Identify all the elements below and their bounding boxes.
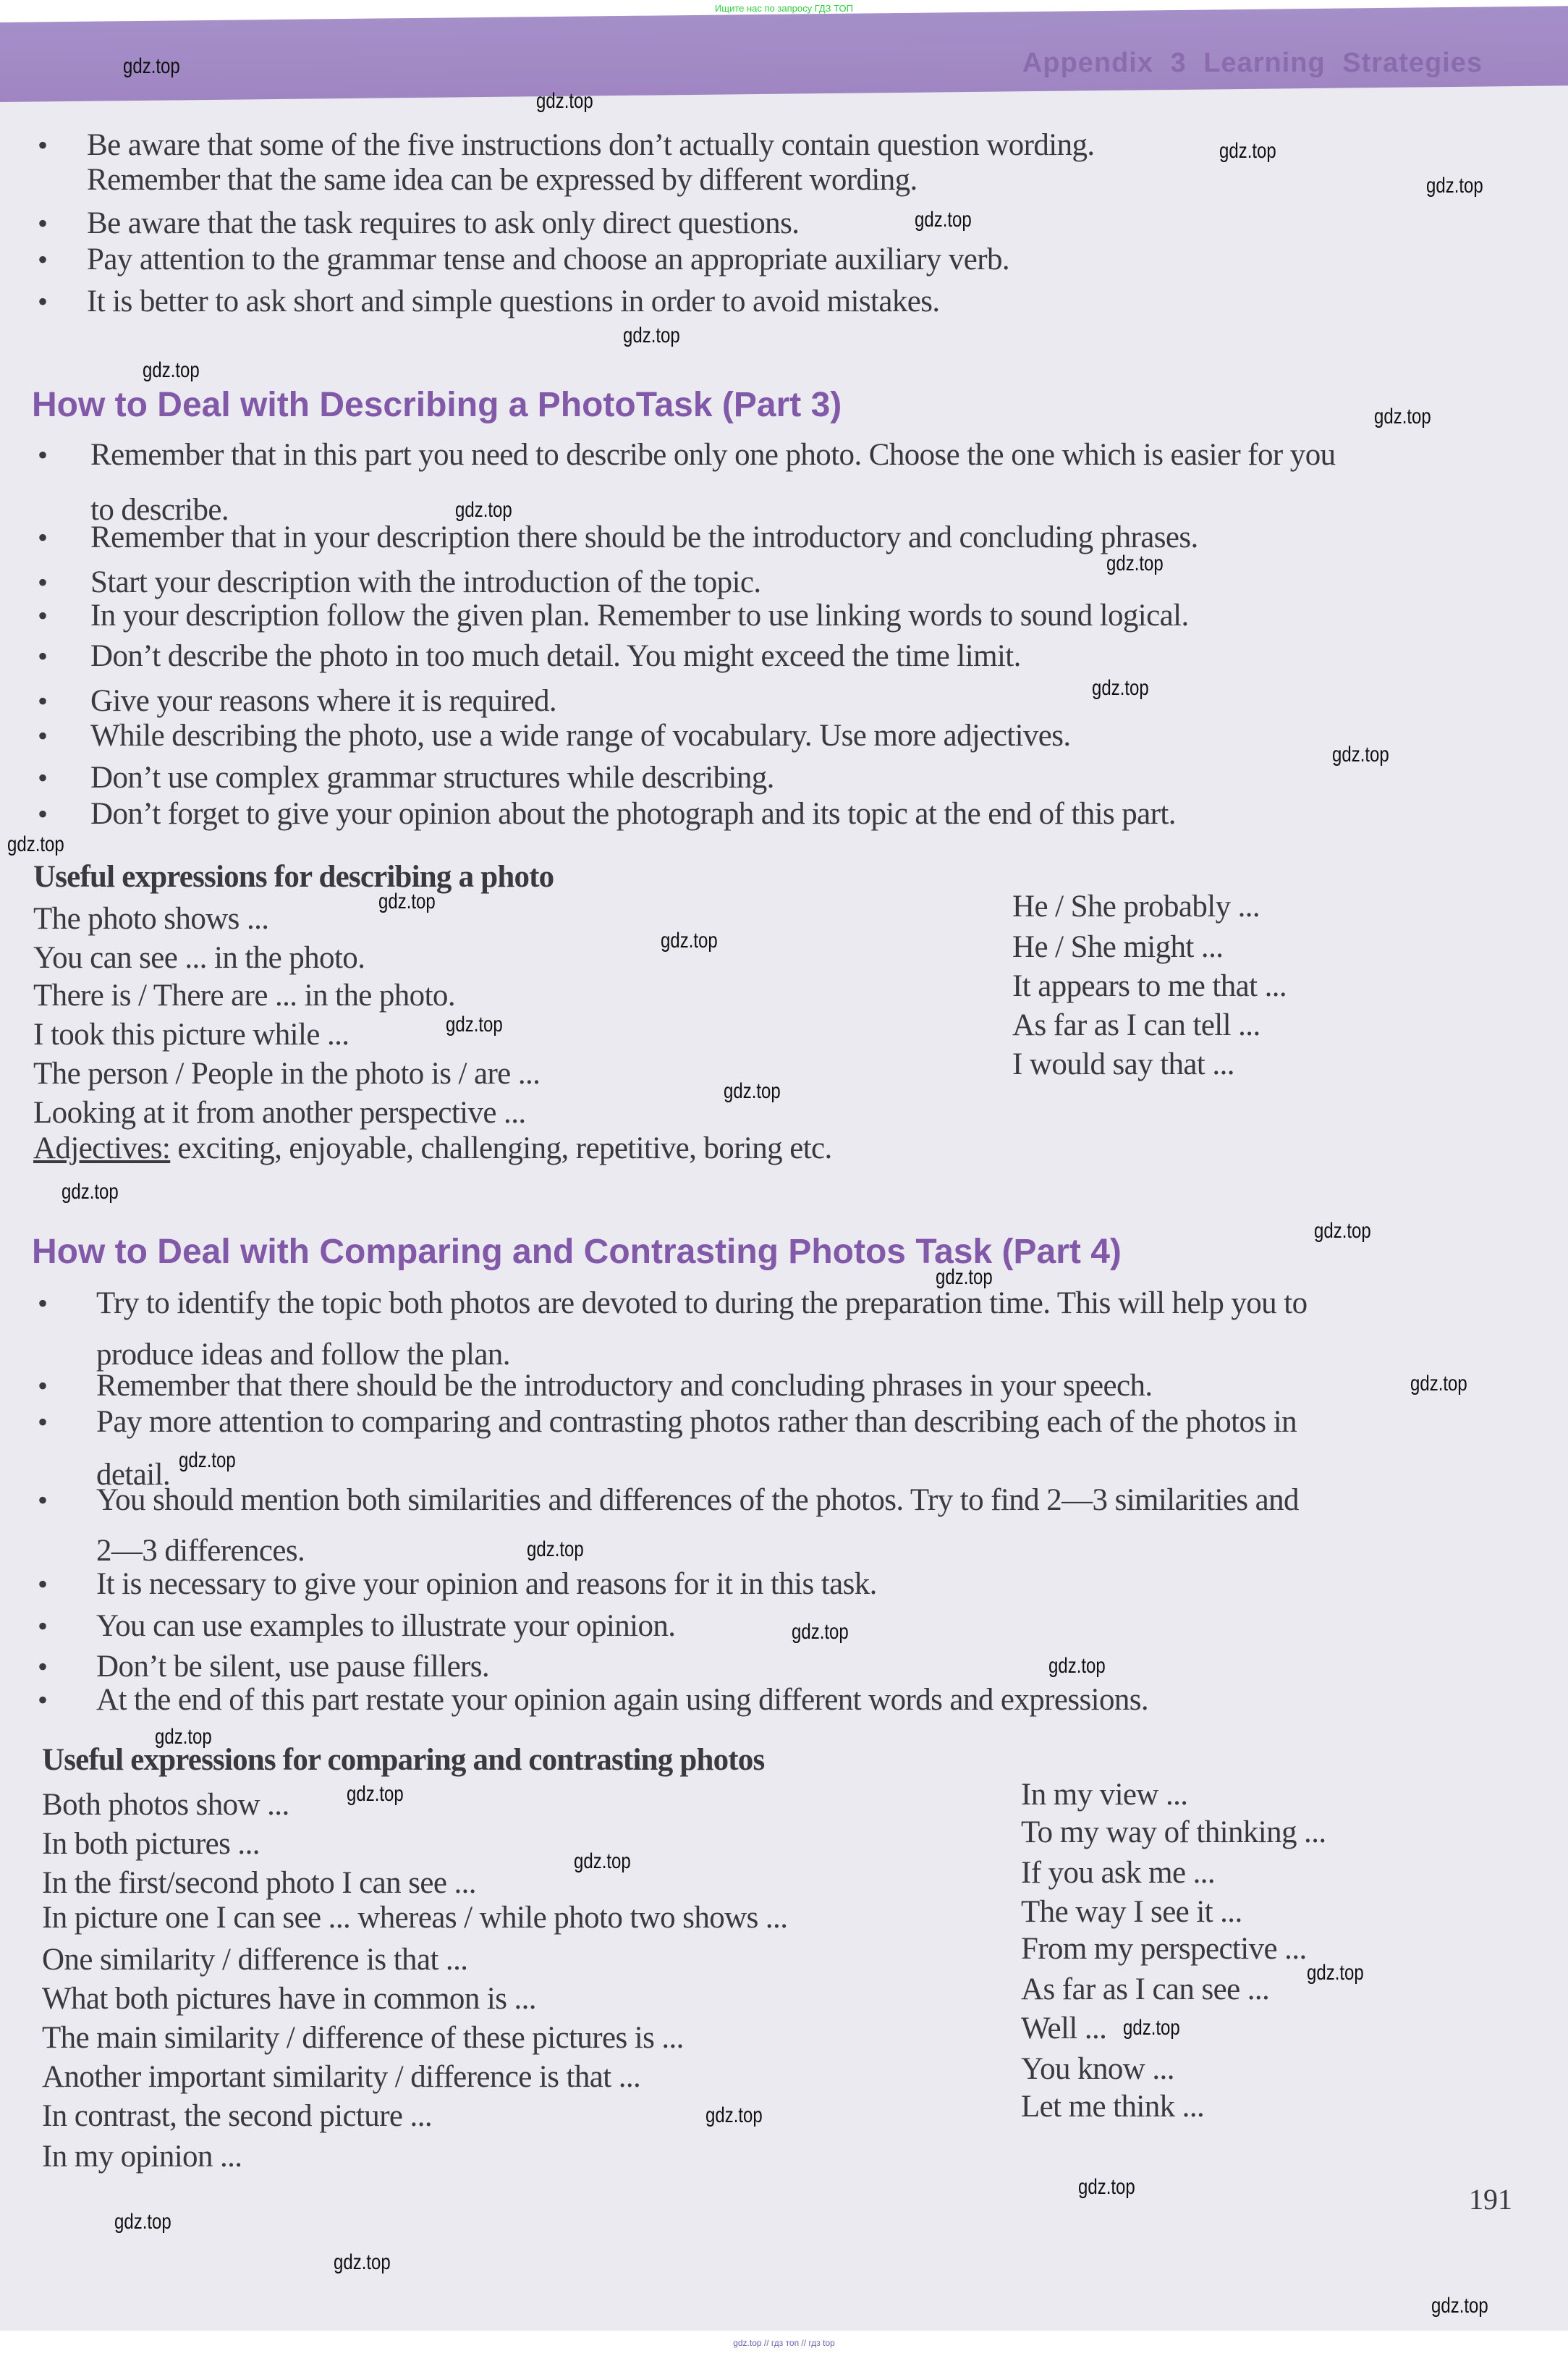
useful-expressions-title: Useful expressions for comparing and contrasting photos	[42, 1743, 765, 1777]
running-header: Appendix 3 Learning Strategies	[1022, 48, 1483, 78]
expression: If you ask me ...	[1021, 1856, 1216, 1890]
watermark: gdz.top	[527, 1537, 584, 1561]
bullet-text: detail.	[96, 1458, 171, 1492]
bullet-icon: •	[38, 1406, 48, 1438]
bullet-text: At the end of this part restate your opinion again using different words and expressions.	[96, 1683, 1149, 1717]
bullet-icon: •	[38, 566, 48, 599]
watermark: gdz.top	[1078, 2175, 1135, 2199]
watermark: gdz.top	[705, 2103, 763, 2127]
section-heading-part4: How to Deal with Comparing and Contrasting Photos Task (Part 4)	[32, 1233, 1122, 1271]
watermark: gdz.top	[155, 1725, 212, 1749]
bullet-icon: •	[38, 599, 48, 632]
watermark: gdz.top	[1106, 552, 1164, 575]
bullet-text: Be aware that some of the five instructions don’t actually contain question wording.	[87, 128, 1095, 162]
expression: Looking at it from another perspective ...	[33, 1096, 526, 1130]
bullet-text: Remember that in your description there should be the introductory and concluding phrases.	[90, 520, 1198, 554]
watermark: gdz.top	[1314, 1219, 1371, 1243]
bullet-icon: •	[38, 640, 48, 672]
bullet-text: produce ideas and follow the plan.	[96, 1338, 510, 1372]
bullet-text: It is necessary to give your opinion and reasons for it in this task.	[96, 1567, 877, 1601]
watermark: gdz.top	[915, 208, 972, 232]
bullet-text: In your description follow the given plan. Remember to use linking words to sound logical.	[90, 599, 1189, 633]
bullet-text: Be aware that the task requires to ask only direct questions.	[87, 206, 800, 240]
watermark: gdz.top	[724, 1079, 781, 1103]
bullet-icon: •	[38, 129, 48, 161]
expression: In picture one I can see ... whereas / while photo two shows ...	[42, 1901, 788, 1935]
watermark: gdz.top	[1219, 139, 1276, 163]
adjectives-list: exciting, enjoyable, challenging, repetitive, boring etc.	[170, 1131, 832, 1165]
bullet-text: Remember that there should be the introductory and concluding phrases in your speech.	[96, 1369, 1153, 1403]
bullet-icon: •	[38, 285, 48, 318]
expression: The photo shows ...	[33, 902, 269, 936]
watermark: gdz.top	[378, 890, 436, 913]
bullet-text: It is better to ask short and simple questions in order to avoid mistakes.	[87, 284, 940, 318]
watermark: gdz.top	[1410, 1372, 1467, 1396]
watermark: gdz.top	[347, 1782, 404, 1806]
section-heading-part3: How to Deal with Describing a PhotoTask (Part 3)	[32, 386, 842, 424]
watermark: gdz.top	[1123, 2016, 1180, 2040]
page-number: 191	[1469, 2183, 1512, 2216]
expression: What both pictures have in common is ...	[42, 1982, 536, 2016]
expression: You can see ... in the photo.	[33, 941, 365, 975]
watermark: gdz.top	[936, 1265, 993, 1289]
expression: The main similarity / difference of these pictures is ...	[42, 2021, 684, 2055]
bullet-icon: •	[38, 1610, 48, 1642]
watermark: gdz.top	[143, 358, 200, 382]
bullet-icon: •	[38, 439, 48, 471]
expression: Another important similarity / difference is that ...	[42, 2060, 641, 2094]
expression: The way I see it ...	[1021, 1895, 1242, 1929]
expression: In my opinion ...	[42, 2140, 242, 2174]
watermark: gdz.top	[446, 1013, 503, 1036]
watermark: gdz.top	[1374, 405, 1431, 428]
bullet-text: You should mention both similarities and differences of the photos. Try to find 2—3 similarities and	[96, 1483, 1299, 1517]
watermark: gdz.top	[7, 832, 64, 856]
bullet-icon: •	[38, 521, 48, 554]
bullet-text: Try to identify the topic both photos are devoted to during the preparation time. This will help you to	[96, 1286, 1308, 1320]
expression: One similarity / difference is that ...	[42, 1943, 468, 1977]
expression: As far as I can tell ...	[1012, 1008, 1260, 1042]
bullet-text: Remember that the same idea can be expressed by different wording.	[87, 163, 918, 197]
watermark: gdz.top	[62, 1180, 119, 1204]
bullet-text: Don’t forget to give your opinion about the photograph and its topic at the end of this part.	[90, 797, 1176, 831]
watermark: gdz.top	[123, 54, 180, 78]
expression: In both pictures ...	[42, 1827, 260, 1861]
adjectives-line	[33, 1131, 832, 1167]
bullet-icon: •	[38, 243, 48, 276]
bullet-text: Remember that in this part you need to describe only one photo. Choose the one which is easier for you	[90, 438, 1336, 472]
bullet-icon: •	[38, 761, 48, 794]
bullet-text: Pay attention to the grammar tense and choose an appropriate auxiliary verb.	[87, 242, 1009, 276]
expression: To my way of thinking ...	[1021, 1815, 1326, 1849]
expression: He / She probably ...	[1012, 890, 1260, 924]
watermark: gdz.top	[1426, 174, 1483, 198]
watermark: gdz.top	[179, 1448, 236, 1472]
watermark: gdz.top	[574, 1849, 631, 1873]
watermark: gdz.top	[792, 1620, 849, 1644]
top-search-hint[interactable]: Ищите нас по запросу ГДЗ ТОП	[715, 3, 853, 14]
bullet-icon: •	[38, 1568, 48, 1600]
bullet-icon: •	[38, 1684, 48, 1716]
expression: In the first/second photo I can see ...	[42, 1866, 476, 1900]
watermark: gdz.top	[1092, 676, 1149, 700]
bullet-text: Don’t use complex grammar structures while describing.	[90, 761, 774, 795]
expression: In contrast, the second picture ...	[42, 2099, 433, 2133]
watermark: gdz.top	[1431, 2294, 1488, 2318]
expression: In my view ...	[1021, 1778, 1188, 1812]
watermark: gdz.top	[455, 498, 512, 522]
bullet-icon: •	[38, 1484, 48, 1516]
watermark: gdz.top	[334, 2250, 391, 2274]
watermark: gdz.top	[623, 324, 680, 347]
expression: Both photos show ...	[42, 1788, 289, 1822]
bullet-text: You can use examples to illustrate your opinion.	[96, 1609, 676, 1643]
bottom-links[interactable]: gdz.top // гдз топ // гдз top	[733, 2338, 835, 2348]
bullet-icon: •	[38, 1369, 48, 1402]
expression: He / She might ...	[1012, 930, 1224, 964]
expression: I would say that ...	[1012, 1047, 1234, 1081]
bullet-icon: •	[38, 685, 48, 717]
bullet-text: While describing the photo, use a wide range of vocabulary. Use more adjectives.	[90, 719, 1071, 753]
bullet-icon: •	[38, 798, 48, 830]
bullet-text: Start your description with the introduction of the topic.	[90, 565, 761, 599]
expression: The person / People in the photo is / are ...	[33, 1057, 541, 1091]
watermark: gdz.top	[114, 2210, 171, 2234]
bullet-icon: •	[38, 1287, 48, 1320]
useful-expressions-title: Useful expressions for describing a photo	[33, 860, 554, 894]
expression: Well ...	[1021, 2011, 1107, 2045]
bullet-text: to describe.	[90, 493, 229, 527]
expression: I took this picture while ...	[33, 1018, 349, 1052]
bullet-text: Don’t be silent, use pause fillers.	[96, 1650, 490, 1684]
expression: Let me think ...	[1021, 2090, 1205, 2124]
watermark: gdz.top	[1307, 1961, 1364, 1985]
expression: You know ...	[1021, 2052, 1174, 2086]
watermark: gdz.top	[536, 89, 593, 113]
expression: It appears to me that ...	[1012, 969, 1287, 1003]
bullet-text: 2—3 differences.	[96, 1534, 305, 1568]
bullet-icon: •	[38, 719, 48, 752]
watermark: gdz.top	[661, 929, 718, 953]
expression: From my perspective ...	[1021, 1932, 1307, 1966]
bullet-text: Give your reasons where it is required.	[90, 684, 557, 718]
bullet-icon: •	[38, 1650, 48, 1683]
expression: As far as I can see ...	[1021, 1972, 1270, 2006]
expression: There is / There are ... in the photo.	[33, 979, 455, 1013]
watermark: gdz.top	[1332, 743, 1389, 767]
bullet-icon: •	[38, 207, 48, 240]
bullet-text: Pay more attention to comparing and contrasting photos rather than describing each of the photos in	[96, 1405, 1297, 1439]
bullet-text: Don’t describe the photo in too much detail. You might exceed the time limit.	[90, 639, 1021, 673]
watermark: gdz.top	[1048, 1654, 1106, 1678]
adjectives-label: Adjectives:	[33, 1131, 171, 1165]
